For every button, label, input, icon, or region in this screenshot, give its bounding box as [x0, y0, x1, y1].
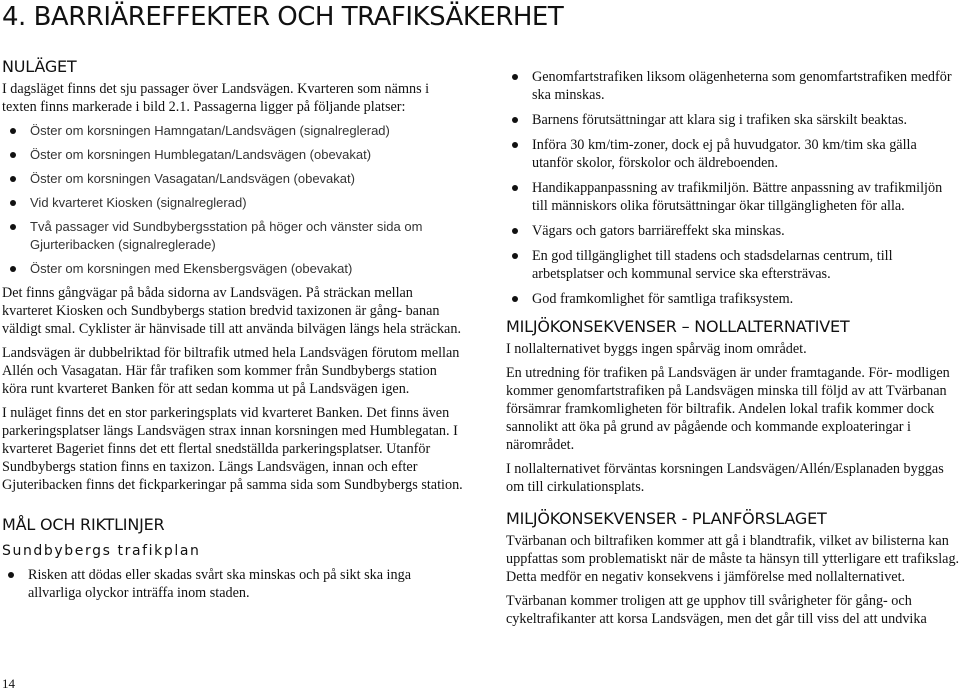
list-item: Genomfartstrafiken liksom olägenheterna som genomfartstrafiken medför ska minskas. [506, 68, 960, 104]
paragraph: Det finns gångvägar på båda sidorna av Landsvägen. På sträckan mellan kvarteret Kiosken och Sundbybergs station bredvid taxizonen är gång- banan väldigt smal. Cyklister är hänvisade till att använda bilvägen längs hela sträckan. [2, 285, 461, 337]
paragraph: Tvärbanan kommer troligen att ge upphov till svårigheter för gång- och cykeltrafikanter att korsa Landsvägen, men det går till viss del att undvika [506, 593, 927, 627]
list-item: En god tillgänglighet till stadens och stadsdelarnas centrum, till arbetsplatser och kommunal service ska eftersträvas. [506, 247, 960, 283]
list-item: Barnens förutsättningar att klara sig i trafiken ska särskilt beaktas. [506, 111, 960, 129]
paragraph: I nuläget finns det en stor parkeringsplats vid kvarteret Banken. Det finns även parkeringsplatser längs Landsvägen strax innan korsningen med Humblegatan. I kvarteret Bageriet finns det ett flertal snedställda parkeringsplatser. Utanför Sundbybergs station finns en taxizon. Längs Landsvägen, innan och efter Gjuteribacken finns det fickparkeringar på samma sida som Sundbybergs station. [2, 405, 463, 493]
list-item: Risken att dödas eller skadas svårt ska minskas och på sikt ska inga allvarliga olyckor inträffa inom staden. [2, 566, 464, 602]
nulaget-heading: NULÄGET [2, 57, 77, 76]
list-item: Vägars och gators barriäreffekt ska minskas. [506, 222, 960, 240]
list-item: Två passager vid Sundbybergsstation på höger och vänster sida om Gjurteribacken (signalreglerade) [4, 218, 464, 254]
right-column [506, 68, 960, 634]
list-item: Införa 30 km/tim-zoner, dock ej på huvudgator. 30 km/tim ska gälla utanför skolor, förskolor och äldreboenden. [506, 136, 960, 172]
list-item: Vid kvarteret Kiosken (signalreglerad) [4, 194, 464, 212]
page-number: 14 [2, 676, 15, 691]
goal-list [2, 566, 464, 602]
mal-heading: MÅL OCH RIKTLINJER [2, 515, 165, 534]
paragraph: Landsvägen är dubbelriktad för biltrafik utmed hela Landsvägen förutom mellan Allén och Vasagatan. Här får trafiken som kommer från Sundbybergs station köra runt kvarteret Banken för att sedan komma ut på Landsvägen igen. [2, 345, 460, 397]
trafikplan-heading: Sundbybergs trafikplan [2, 543, 201, 559]
list-item: Öster om korsningen med Ekensbergsvägen (obevakat) [4, 260, 464, 278]
passage-list [4, 122, 464, 278]
nollalternativet-heading: MILJÖKONSEKVENSER – NOLLALTERNATIVET [506, 317, 850, 336]
paragraph: En utredning för trafiken på Landsvägen är under framtagande. För- modligen kommer genomfartstrafiken på Landsvägen minska till följd av att Tvärbanan försämrar framkomligheten för biltrafik. Andelen lokal trafik kommer dock sannolikt att öka på grund av pågående och kommande exploateringar i närområdet. [506, 365, 950, 453]
page-title: 4. BARRIÄREFFEKTER OCH TRAFIKSÄKERHET [2, 2, 564, 32]
left-column [2, 58, 464, 609]
paragraph: Tvärbanan och biltrafiken kommer att gå i blandtrafik, vilket av bilisterna kan uppfattas som problematiskt när de måste ta hänsyn till ytterligare ett trafikslag. Detta medför en negativ konsekvens i jämförelse med nollalternativet. [506, 533, 960, 585]
paragraph: I nollalternativet byggs ingen spårväg inom området. [506, 341, 807, 357]
intro-paragraph: I dagsläget finns det sju passager över Landsvägen. Kvarteren som nämns i texten finns markerade i bild 2.1. Passagerna ligger på följande platser: [2, 81, 430, 115]
list-item: Handikappanpassning av trafikmiljön. Bättre anpassning av trafikmiljön till människors olika förutsättningar ökar tillgängligheten för alla. [506, 179, 960, 215]
list-item: God framkomlighet för samtliga trafiksystem. [506, 290, 960, 308]
planforslaget-heading: MILJÖKONSEKVENSER - PLANFÖRSLAGET [506, 509, 827, 528]
goal-list-continued [506, 68, 960, 308]
list-item: Öster om korsningen Hamngatan/Landsvägen (signalreglerad) [4, 122, 464, 140]
list-item: Öster om korsningen Vasagatan/Landsvägen (obevakat) [4, 170, 464, 188]
paragraph: I nollalternativet förväntas korsningen Landsvägen/Allén/Esplanaden byggas om till cirkulationsplats. [506, 461, 944, 495]
list-item: Öster om korsningen Humblegatan/Landsvägen (obevakat) [4, 146, 464, 164]
